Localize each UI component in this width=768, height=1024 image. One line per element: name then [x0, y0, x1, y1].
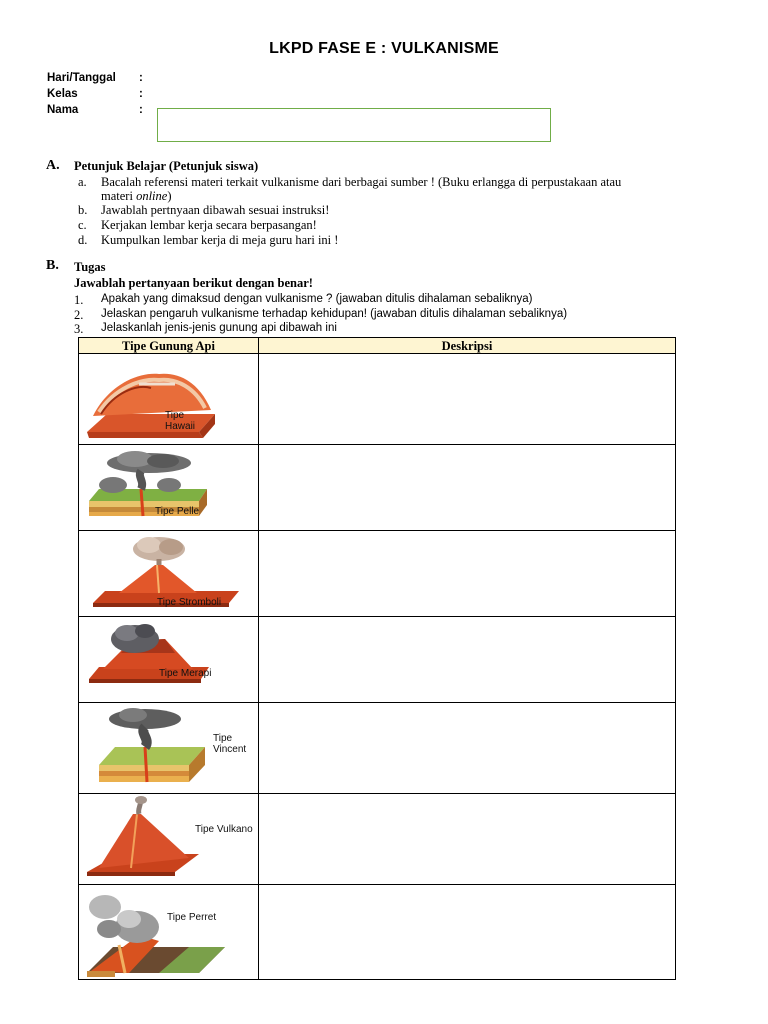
- vulkano-volcano-icon: [79, 794, 259, 884]
- question-text: Jelaskanlah jenis-jenis gunung api dibawah ini: [101, 322, 337, 334]
- item-marker: a.: [78, 175, 87, 189]
- name-input-box[interactable]: [157, 108, 551, 142]
- item-text: Jawablah pertnyaan dibawah sesuai instruksi!: [101, 203, 330, 217]
- volcano-image-cell: [79, 703, 259, 794]
- volcano-label-line1: Tipe Vulkano: [195, 824, 253, 835]
- field-colon: :: [139, 88, 143, 100]
- header-tipe-gunung-api: Tipe Gunung Api: [79, 338, 259, 354]
- description-cell[interactable]: [259, 354, 676, 445]
- perret-volcano-icon: [79, 885, 259, 979]
- field-colon: :: [139, 72, 143, 84]
- field-colon: :: [139, 104, 143, 116]
- volcano-label-line1: Tipe Stromboli: [157, 597, 222, 608]
- field-label: Hari/Tanggal: [47, 72, 116, 84]
- volcano-label-line1: Tipe Merapi: [159, 668, 212, 679]
- volcano-label: [195, 824, 253, 835]
- merapi-volcano-illustration: [79, 617, 259, 702]
- description-cell[interactable]: [259, 445, 676, 531]
- volcano-label: [213, 733, 246, 755]
- description-cell[interactable]: [259, 794, 676, 885]
- volcano-label: [165, 410, 195, 432]
- item-text: Kumpulkan lembar kerja di meja guru hari ini !: [101, 233, 339, 247]
- pelle-volcano-illustration: [79, 445, 259, 530]
- volcano-image-cell: [79, 531, 259, 617]
- volcano-label-line1: Tipe Perret: [167, 912, 217, 923]
- table-header-row: [79, 338, 676, 354]
- field-hari-tanggal: [47, 72, 143, 84]
- merapi-volcano-icon: [79, 617, 259, 702]
- table-row: [79, 354, 676, 445]
- field-kelas: [47, 88, 143, 100]
- volcano-image-cell: [79, 794, 259, 885]
- description-cell[interactable]: [259, 531, 676, 617]
- hawaii-volcano-illustration: [79, 354, 259, 444]
- question-text: Apakah yang dimaksud dengan vulkanisme ? (jawaban ditulis dihalaman sebaliknya): [101, 293, 533, 305]
- table-row: [79, 617, 676, 703]
- item-marker: d.: [78, 233, 88, 247]
- stromboli-volcano-illustration: [79, 531, 259, 616]
- table-row: [79, 703, 676, 794]
- description-cell[interactable]: [259, 703, 676, 794]
- volcano-label: [167, 912, 216, 923]
- field-label: Nama: [47, 104, 79, 116]
- volcano-image-cell: [79, 617, 259, 703]
- item-marker: b.: [78, 203, 88, 217]
- item-text-line2: [101, 189, 171, 203]
- table-row: [79, 885, 676, 980]
- volcano-image-cell: [79, 354, 259, 445]
- question-marker: 1.: [74, 293, 84, 307]
- volcano-image-cell: [79, 885, 259, 980]
- section-b-heading: Tugas: [74, 260, 106, 274]
- item-text-suffix: ): [167, 189, 172, 203]
- item-text: Kerjakan lembar kerja secara berpasangan!: [101, 218, 317, 232]
- field-label: Kelas: [47, 88, 78, 100]
- field-nama: [47, 104, 143, 116]
- volcano-label: [157, 597, 221, 608]
- volcano-types-table: [78, 337, 676, 980]
- question-marker: 2.: [74, 308, 84, 322]
- table-row: [79, 445, 676, 531]
- vincent-volcano-illustration: [79, 703, 259, 793]
- item-text-prefix: materi: [101, 189, 137, 203]
- perret-volcano-illustration: [79, 885, 259, 979]
- question-marker: 3.: [74, 322, 84, 336]
- volcano-label-line2: Vincent: [213, 744, 247, 755]
- pelle-volcano-icon: [79, 445, 259, 530]
- section-a-letter: A.: [46, 158, 60, 173]
- item-text: Bacalah referensi materi terkait vulkanisme dari berbagai sumber ! (Buku erlangga di perpustakaan atau: [101, 175, 622, 189]
- question-text: Jelaskan pengaruh vulkanisme terhadap kehidupan! (jawaban ditulis dihalaman sebaliknya): [101, 308, 568, 320]
- vulkano-volcano-illustration: [79, 794, 259, 884]
- volcano-label-line1: Tipe: [165, 410, 185, 421]
- item-text-italic: online: [136, 189, 168, 203]
- description-cell[interactable]: [259, 617, 676, 703]
- volcano-label: [159, 668, 211, 679]
- table-row: [79, 794, 676, 885]
- section-a-heading: Petunjuk Belajar (Petunjuk siswa): [74, 159, 259, 173]
- description-cell[interactable]: [259, 885, 676, 980]
- volcano-image-cell: [79, 445, 259, 531]
- volcano-label-line2: Hawaii: [165, 421, 196, 432]
- volcano-label: [155, 506, 199, 517]
- page-title: LKPD FASE E : VULKANISME: [269, 40, 499, 57]
- section-b-letter: B.: [46, 258, 59, 273]
- header-deskripsi: Deskripsi: [259, 338, 676, 354]
- section-b-subheading: Jawablah pertanyaan berikut dengan benar!: [74, 276, 313, 290]
- table-row: [79, 531, 676, 617]
- item-marker: c.: [78, 218, 87, 232]
- volcano-label-line1: Tipe Pelle: [155, 506, 200, 517]
- volcano-label-line1: Tipe: [213, 733, 233, 744]
